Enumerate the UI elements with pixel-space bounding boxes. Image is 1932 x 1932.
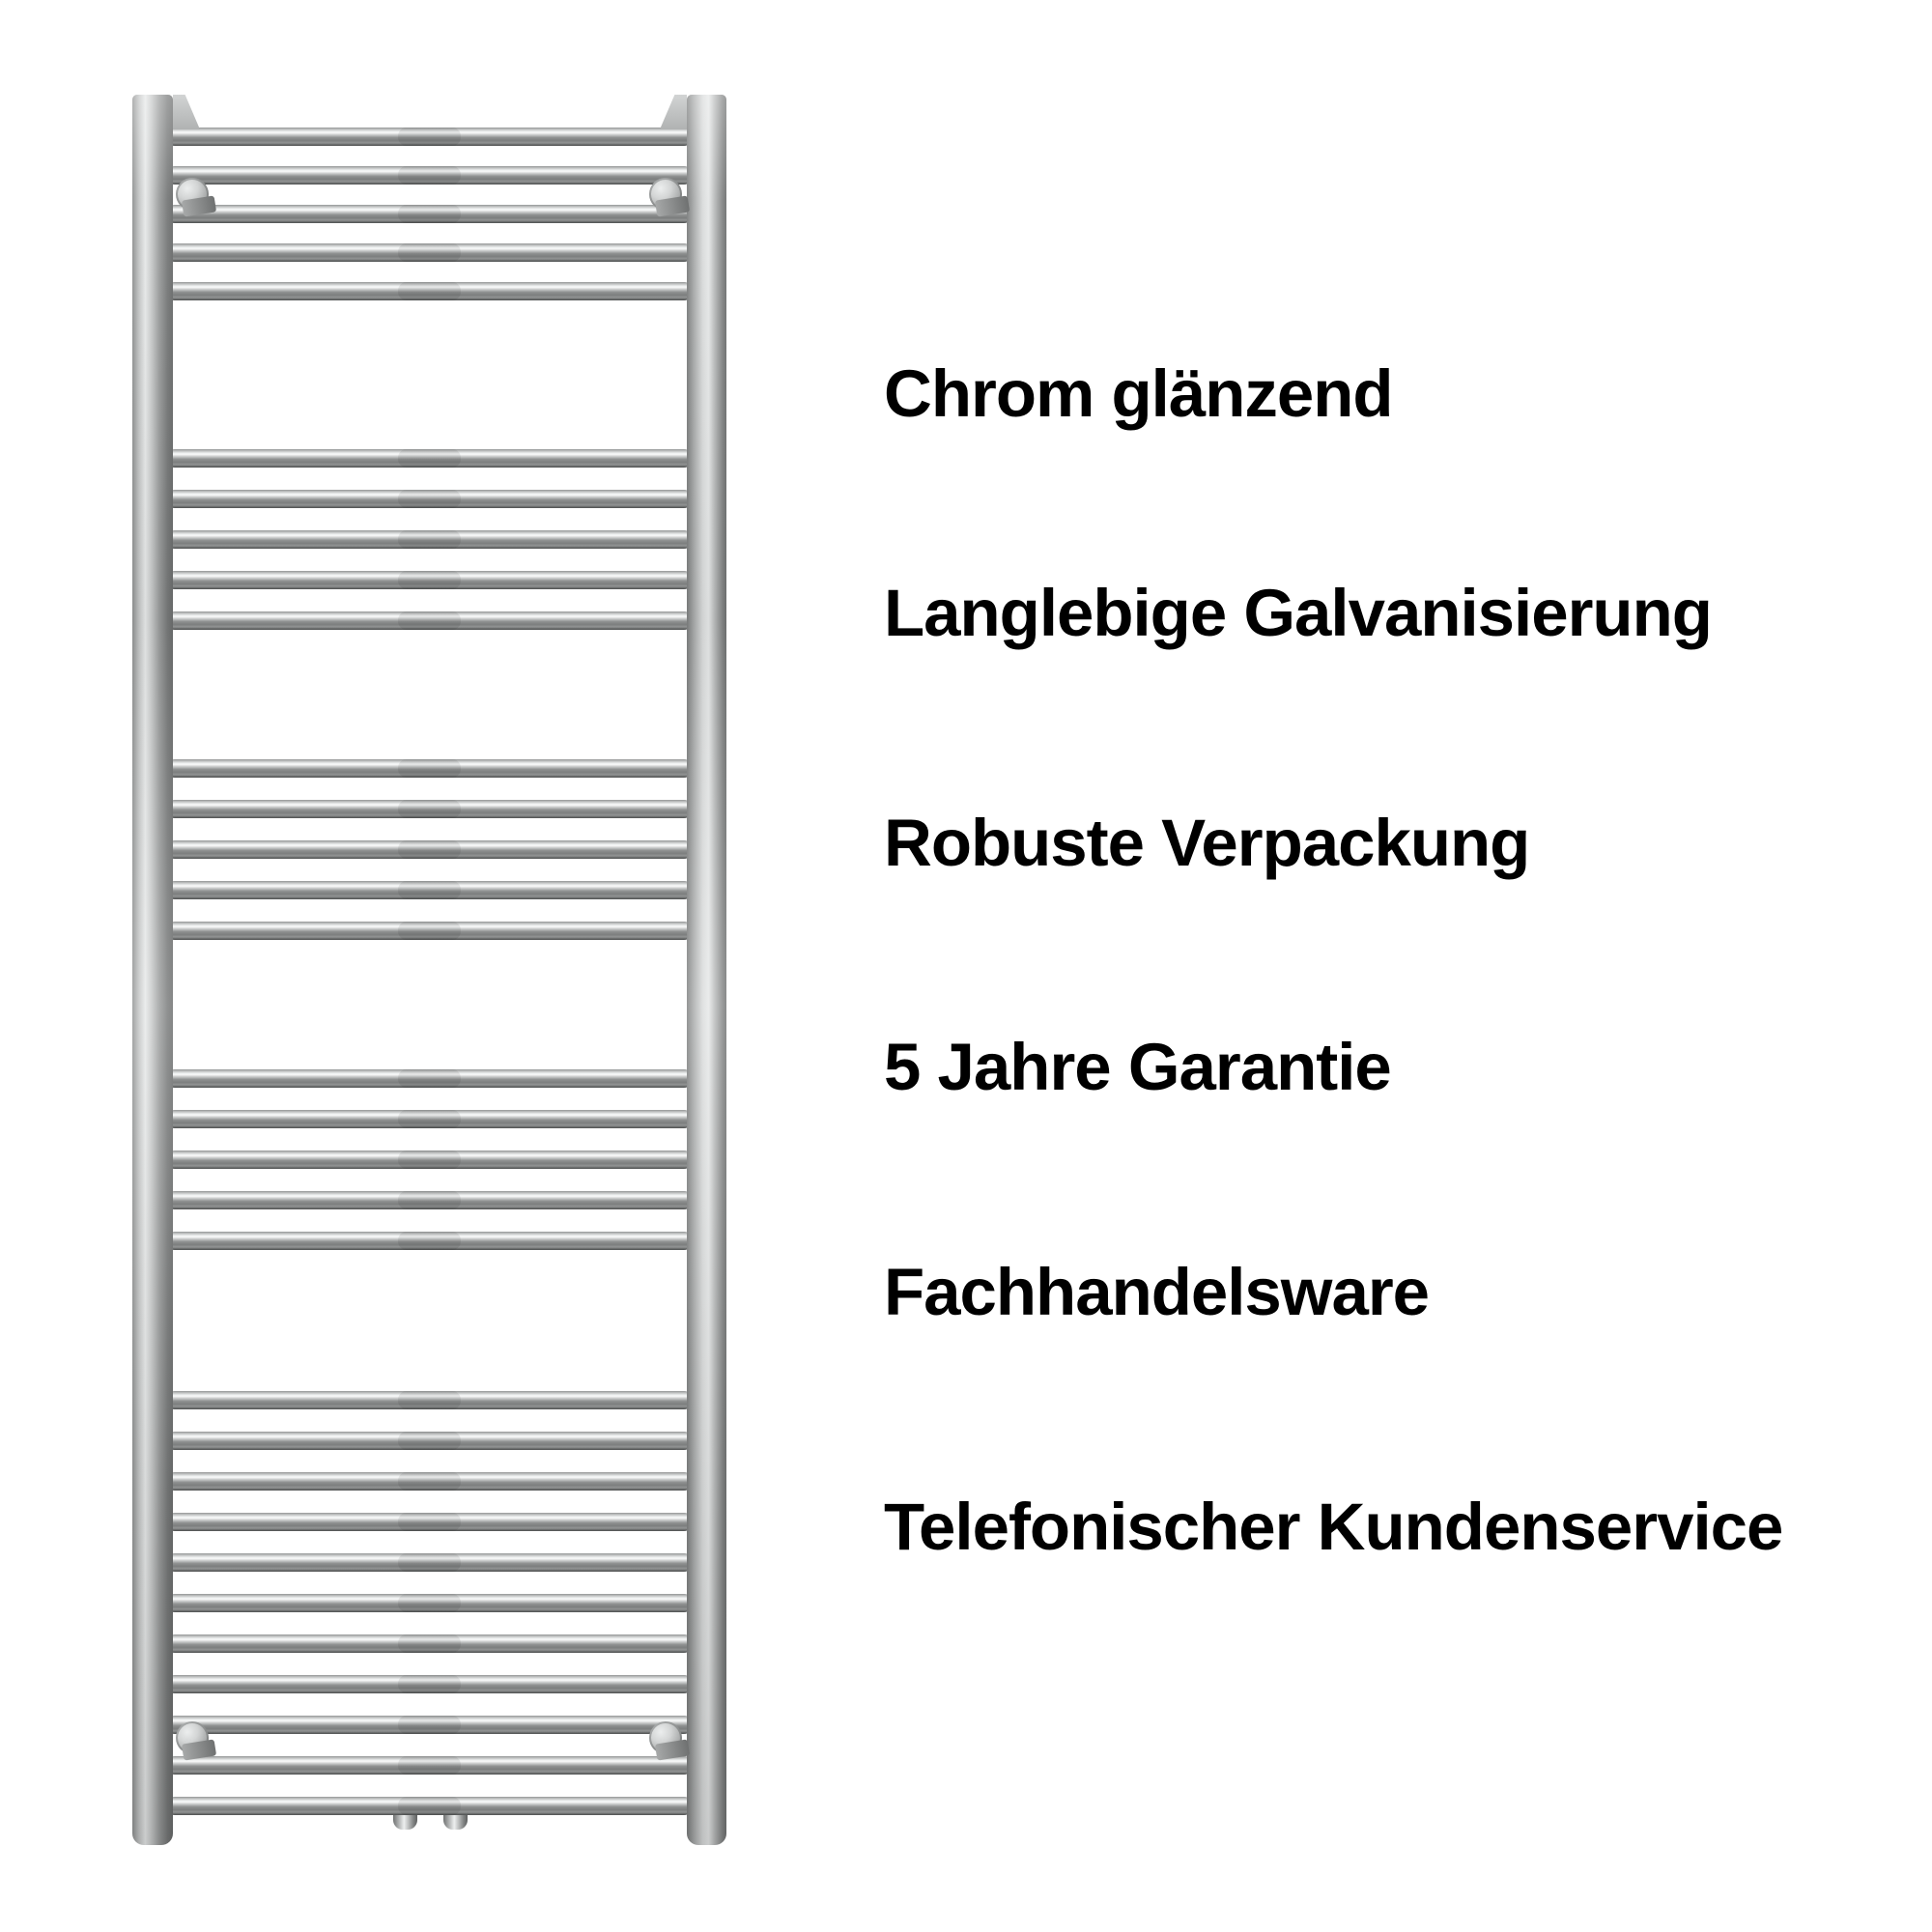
radiator-rung <box>166 166 693 185</box>
radiator-rung <box>166 800 693 818</box>
wall-bracket <box>649 178 682 211</box>
radiator-rung <box>166 1675 693 1693</box>
wall-bracket <box>176 1721 209 1754</box>
radiator-rung <box>166 490 693 508</box>
radiator-left-rail <box>132 95 173 1845</box>
radiator-rung <box>166 128 693 146</box>
radiator-rung <box>166 1716 693 1734</box>
radiator-rung <box>166 1110 693 1128</box>
radiator-rung <box>166 1232 693 1250</box>
radiator-rung <box>166 243 693 262</box>
radiator-rung <box>166 282 693 300</box>
radiator-rung <box>166 1513 693 1531</box>
feature-text: 5 Jahre Garantie <box>884 1030 1391 1104</box>
feature-text: Telefonischer Kundenservice <box>884 1490 1783 1564</box>
radiator-rung <box>166 1472 693 1491</box>
radiator-rung <box>166 840 693 859</box>
wall-bracket <box>649 1721 682 1754</box>
radiator-rung <box>166 1069 693 1088</box>
radiator-right-rail <box>687 95 726 1845</box>
left-rail-top-cap <box>173 95 200 129</box>
radiator-rung <box>166 1391 693 1409</box>
radiator-rung <box>166 530 693 549</box>
radiator-rung <box>166 881 693 899</box>
towel-radiator-illustration <box>0 0 869 1932</box>
wall-bracket <box>176 178 209 211</box>
radiator-rung <box>166 1553 693 1572</box>
radiator-rung <box>166 611 693 630</box>
right-rail-top-cap <box>660 95 687 129</box>
radiator-rung <box>166 205 693 223</box>
radiator-rung <box>166 1191 693 1209</box>
feature-text: Robuste Verpackung <box>884 806 1530 880</box>
radiator-rung <box>166 1634 693 1653</box>
radiator-rung <box>166 1756 693 1775</box>
radiator-rung <box>166 449 693 468</box>
radiator-rung <box>166 1432 693 1450</box>
radiator-rung <box>166 1594 693 1612</box>
feature-text: Langlebige Galvanisierung <box>884 576 1712 650</box>
radiator-rung <box>166 1151 693 1169</box>
feature-text: Fachhandelsware <box>884 1255 1430 1329</box>
feature-text: Chrom glänzend <box>884 356 1393 431</box>
radiator-rung <box>166 1797 693 1815</box>
radiator-rung <box>166 922 693 940</box>
radiator-rung <box>166 759 693 778</box>
radiator-rung <box>166 571 693 589</box>
